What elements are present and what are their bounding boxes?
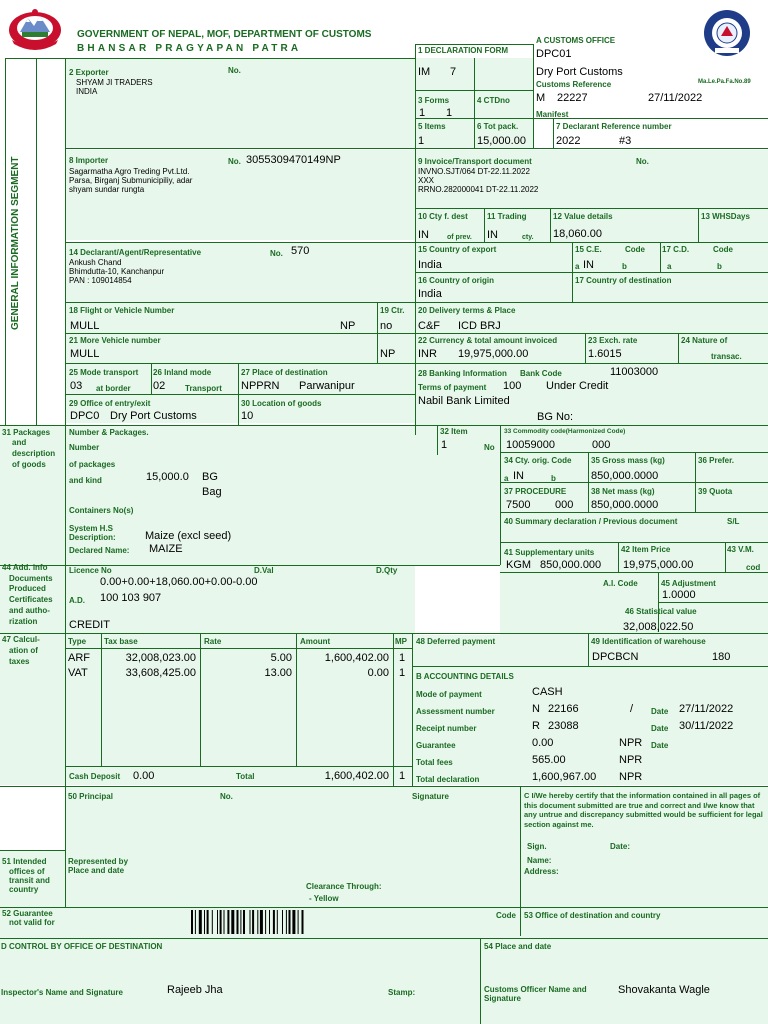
hs-l1: System H.S	[69, 524, 114, 533]
ce-code-label: Code	[625, 245, 645, 254]
commodity-v2: 000	[592, 439, 611, 451]
tax-header-mp: MP	[395, 637, 407, 646]
forms-v2: 1	[446, 107, 453, 119]
hs-desc: Maize (excl seed)	[145, 530, 232, 542]
adjust-label: 45 Adjustment	[661, 579, 716, 588]
fees-label: Total fees	[416, 758, 453, 767]
procedure-v1: 7500	[506, 499, 531, 511]
exporter-name: SHYAM JI TRADERS	[76, 78, 153, 87]
terms-code: 100	[503, 380, 522, 392]
box31-l2: and	[12, 438, 27, 447]
decl-form-v1: IM	[418, 66, 431, 78]
tax-rate: 5.00	[270, 652, 292, 664]
tax-type: VAT	[68, 667, 88, 679]
box31-l1: 31 Packages	[2, 428, 51, 437]
tax-header-type: Type	[68, 637, 87, 646]
code-label: Code	[496, 911, 516, 920]
item32-no: No	[484, 443, 495, 452]
ad-value: 100 103 907	[100, 592, 162, 604]
assess-no: 22166	[548, 703, 579, 715]
place-dest-label: 27 Place of destination	[241, 368, 328, 377]
exporter-label: 2 Exporter	[69, 68, 109, 77]
exporter-country: INDIA	[76, 87, 98, 96]
cd-a: a	[667, 262, 672, 271]
box51-l1: 51 Intended	[2, 857, 47, 866]
customs-ref-label: Customs Reference	[536, 80, 612, 89]
mode-payment: CASH	[532, 686, 563, 698]
packages-area	[65, 425, 500, 565]
packages-l4: and kind	[69, 476, 102, 485]
bank-name: Nabil Bank Limited	[418, 395, 510, 407]
declarant-no: 570	[291, 245, 310, 257]
procedure-v2: 000	[555, 499, 574, 511]
declarant-name: Ankush Chand	[69, 258, 122, 267]
value-details-label: 12 Value details	[553, 212, 613, 221]
cert-date-label: Date:	[610, 842, 631, 851]
bank-code: 11003000	[610, 366, 659, 378]
country-origin-value: India	[418, 288, 442, 300]
tax-base: 32,008,023.00	[125, 652, 196, 664]
commodity-label: 33 Commodity code(Harmonized Code)	[504, 428, 626, 435]
box44-l3: Produced	[9, 584, 46, 593]
office-entry-name: Dry Port Customs	[110, 410, 197, 422]
exch-value: 1.6015	[588, 348, 622, 360]
adjust-value: 1.0000	[662, 589, 696, 601]
represented-label: Represented by	[68, 857, 129, 866]
declarant-pan: PAN : 109014854	[69, 276, 132, 285]
ce-label: 15 C.E.	[575, 245, 602, 254]
customs-seal	[698, 8, 756, 58]
assess-date-label: Date	[651, 707, 669, 716]
customs-ref-date: 27/11/2022	[648, 92, 703, 104]
bottom-area	[0, 907, 768, 1024]
inspector-name: Rajeeb Jha	[167, 984, 223, 996]
nature-sub: transac.	[711, 352, 742, 361]
nature-label: 24 Nature of	[681, 336, 728, 345]
items-value: 1	[418, 135, 425, 147]
invoice-label: 9 Invoice/Transport document	[418, 157, 532, 166]
packages-unit: BG	[202, 471, 218, 483]
exch-label: 23 Exch. rate	[588, 336, 638, 345]
inland-mode-value: 02	[153, 380, 166, 392]
segment-label: GENERAL INFORMATION SEGMENT	[10, 156, 21, 330]
tax-header-rate: Rate	[204, 637, 222, 646]
importer-no: 3055309470149NP	[246, 154, 341, 166]
assess-slash: /	[630, 703, 634, 715]
cd-b: b	[717, 262, 722, 271]
certification-text: C I/We hereby certify that the information contained in all pages of this document submitted are true and correct and I/we know that any untrue and discrepancy submitted would be sufficient for legal section against me.	[524, 791, 763, 829]
ce-a: a	[575, 262, 580, 271]
page-subtitle: BHANSAR PRAGYAPAN PATRA	[77, 43, 302, 54]
commodity-v1: 10059000	[506, 439, 555, 451]
invoice-no-label: No.	[636, 157, 649, 166]
prefer-label: 36 Prefer.	[698, 456, 735, 465]
item32-label: 32 Item	[440, 427, 468, 436]
cd-code-label: Code	[713, 245, 733, 254]
country-export-label: 15 Country of export	[418, 245, 497, 254]
packages-l2: Number	[69, 443, 100, 452]
decl-form-v2: 7	[450, 66, 457, 78]
forms-label: 3 Forms	[418, 96, 450, 105]
trading-label: 11 Trading	[487, 212, 527, 221]
cty-dest-value: IN	[418, 229, 429, 241]
guarantee-label: Guarantee	[416, 741, 456, 750]
more-vehicle-value: MULL	[70, 348, 100, 360]
tax-base: 33,608,425.00	[125, 667, 196, 679]
packages-kind: Bag	[202, 486, 222, 498]
delivery-term: C&F	[418, 320, 440, 332]
box51-l2: offices of	[9, 867, 45, 876]
more-vehicle-ctr: NP	[380, 348, 396, 360]
inspector-label: Inspector's Name and Signature	[1, 988, 123, 997]
principal-label: 50 Principal	[68, 792, 113, 801]
containers-label: Containers No(s)	[69, 506, 134, 515]
currency-label: 22 Currency & total amount invoiced	[418, 336, 558, 345]
receipt-date-label: Date	[651, 724, 669, 733]
bank-code-label: Bank Code	[520, 369, 562, 378]
supp-value: 850,000.000	[540, 559, 602, 571]
packages-qty: 15,000.0	[146, 471, 189, 483]
warehouse-label: 49 Identification of warehouse	[591, 637, 706, 646]
box44-l5: and autho-	[9, 606, 50, 615]
place-dest-code: NPPRN	[241, 380, 280, 392]
customs-office-name: Dry Port Customs	[536, 66, 623, 78]
licence-label: Licence No	[69, 566, 112, 575]
ad-label: A.D.	[69, 596, 85, 605]
mode-transport-label: 25 Mode transport	[69, 368, 139, 377]
nepal-emblem	[6, 6, 64, 50]
terms-value: Under Credit	[546, 380, 609, 392]
dval-label: D.Val	[254, 566, 274, 575]
left-side-area	[0, 425, 65, 785]
officer-label-1: Customs Officer Name and	[484, 985, 587, 994]
country-dest-label: 17 Country of destination	[575, 276, 672, 285]
place-dest-name: Parwanipur	[299, 380, 355, 392]
decl-total-npr: NPR	[619, 771, 643, 783]
whs-days-label: 13 WHSDays	[701, 212, 750, 221]
tax-rate: 13.00	[264, 667, 292, 679]
customs-office-label: A CUSTOMS OFFICE	[536, 36, 616, 45]
gross-label: 35 Gross mass (kg)	[591, 456, 665, 465]
box47-l3: taxes	[9, 657, 30, 666]
principal-no-label: No.	[220, 792, 233, 801]
tax-amount: 1,600,402.00	[324, 652, 389, 664]
dqty-label: D.Qty	[376, 566, 398, 575]
box44-l4: Certificates	[9, 595, 53, 604]
summary-sl: S/L	[727, 517, 740, 526]
summary-label: 40 Summary declaration / Previous document	[504, 517, 678, 526]
declared-value: MAIZE	[149, 543, 183, 555]
cert-address-label: Address:	[524, 867, 559, 876]
trading-value: IN	[487, 229, 498, 241]
tot-pack-label: 6 Tot pack.	[477, 122, 519, 131]
importer-label: 8 Importer	[69, 156, 109, 165]
box31-l4: of goods	[12, 460, 46, 469]
value-details-value: 18,060.00	[553, 228, 602, 240]
ce-value: IN	[583, 259, 594, 271]
principal-sig-label: Signature	[412, 792, 449, 801]
declarant-no-label: No.	[270, 249, 283, 258]
importer-line2: Parsa, Birganj Submunicipiliy, adar	[69, 176, 193, 185]
box47-l1: 47 Calcul-	[2, 635, 40, 644]
officer-name: Shovakanta Wagle	[618, 984, 710, 996]
cash-deposit-label: Cash Deposit	[69, 772, 121, 781]
box44-l2: Documents	[9, 574, 53, 583]
officer-label-2: Signature	[484, 994, 521, 1003]
addinfo-sum: 0.00+0.00+18,060.00+0.00-0.00	[100, 576, 258, 588]
accounting-label: B ACCOUNTING DETAILS	[416, 672, 514, 681]
packages-l1: Number & Packages.	[69, 428, 149, 437]
control-label: D CONTROL BY OFFICE OF DESTINATION	[1, 942, 163, 951]
office-entry-label: 29 Office of entry/exit	[69, 399, 151, 408]
supp-label: 41 Supplementary units	[504, 548, 595, 557]
page-title: GOVERNMENT OF NEPAL, MOF, DEPARTMENT OF CUSTOMS	[77, 29, 372, 40]
mode-payment-label: Mode of payment	[416, 690, 482, 699]
invoice-line3: RRNO.282000041 DT-22.11.2022	[418, 185, 539, 194]
quota-label: 39 Quota	[698, 487, 733, 496]
tax-total-mp: 1	[399, 770, 406, 782]
trading-sub: cty.	[522, 234, 534, 241]
stat-value: 32,008,022.50	[623, 621, 694, 633]
declarant-ref-label: 7 Declarant Reference number	[556, 122, 672, 131]
receipt-date: 30/11/2022	[679, 720, 734, 732]
customs-office-code: DPC01	[536, 48, 572, 60]
delivery-label: 20 Delivery terms & Place	[418, 306, 516, 315]
inland-mode-sub: Transport	[185, 384, 222, 393]
procedure-label: 37 PROCEDURE	[504, 487, 567, 496]
gross-value: 850,000.0000	[591, 470, 659, 482]
tax-mp: 1	[399, 667, 406, 679]
supp-unit: KGM	[506, 559, 532, 571]
cert-name-label: Name:	[527, 856, 552, 865]
box44-l1: 44 Add. info	[2, 563, 48, 572]
form-ref: Ma.Le.Pa.Fa.No.89	[698, 79, 751, 85]
guarantee-npr: NPR	[619, 737, 643, 749]
customs-ref-no: 22227	[557, 92, 588, 104]
packages-l3: of packages	[69, 460, 116, 469]
currency-amount: 19,975,000.00	[458, 348, 529, 360]
tax-mp: 1	[399, 652, 406, 664]
place54-label: 54 Place and date	[484, 942, 552, 951]
tax-header-base: Tax base	[104, 637, 138, 646]
net-label: 38 Net mass (kg)	[591, 487, 655, 496]
cash-deposit-value: 0.00	[133, 770, 155, 782]
declarant-label: 14 Declarant/Agent/Representative	[69, 248, 202, 257]
place-date-label: Place and date	[68, 866, 125, 875]
tax-total-label: Total	[236, 772, 255, 781]
invoice-line2: XXX	[418, 176, 435, 185]
cty-orig-b: b	[551, 474, 556, 483]
cty-orig-value: IN	[513, 470, 524, 482]
barcode	[191, 910, 341, 934]
tot-pack-value: 15,000.00	[477, 135, 526, 147]
guarantee-value: 0.00	[532, 737, 554, 749]
customs-ref-prefix: M	[536, 92, 546, 104]
cty-dest-label: 10 Cty f. dest	[418, 212, 468, 221]
tax-header-amount: Amount	[300, 637, 331, 646]
warehouse-no: 180	[712, 651, 731, 663]
terms-label: Terms of payment	[418, 383, 487, 392]
manifest-label: Manifest	[536, 110, 569, 119]
office-dest-label: 53 Office of destination and country	[524, 911, 661, 920]
box31-l3: description	[12, 449, 56, 458]
assess-date: 27/11/2022	[679, 703, 734, 715]
vm-label: 43 V.M.	[727, 545, 754, 554]
box52-l1: 52 Guarantee	[2, 909, 53, 918]
cty-dest-sub: of prev.	[447, 234, 472, 241]
stat-value-label: 46 Statistical value	[625, 607, 697, 616]
cd-label: 17 C.D.	[662, 245, 690, 254]
ctdno-label: 4 CTDno	[477, 96, 510, 105]
declarant-ref-year: 2022	[556, 135, 581, 147]
country-export-value: India	[418, 259, 442, 271]
clearance-label: Clearance Through:	[306, 882, 382, 891]
receipt-label: Receipt number	[416, 724, 477, 733]
box47-l2: ation of	[9, 646, 38, 655]
tax-type: ARF	[68, 652, 90, 664]
item32-value: 1	[441, 439, 448, 451]
hs-l2: Description:	[69, 533, 116, 542]
ctr19-value: no	[380, 320, 393, 332]
invoice-line1: INVNO.SJT/064 DT-22.11.2022	[418, 167, 530, 176]
assess-prefix: N	[532, 703, 540, 715]
fees-value: 565.00	[532, 754, 566, 766]
net-value: 850,000.0000	[591, 499, 659, 511]
decl-total-value: 1,600,967.00	[532, 771, 597, 783]
box51-l4: country	[9, 885, 39, 894]
mode-transport-value: 03	[70, 380, 83, 392]
currency-cur: INR	[418, 348, 437, 360]
inland-mode-label: 26 Inland mode	[153, 368, 212, 377]
guarantee-date-label: Date	[651, 741, 669, 750]
assess-label: Assessment number	[416, 707, 495, 716]
receipt-prefix: R	[532, 720, 540, 732]
ce-b: b	[622, 262, 627, 271]
location-value: 10	[241, 410, 254, 422]
box51-l3: transit and	[9, 876, 50, 885]
declarant-addr: Bhimdutta-10, Kanchanpur	[69, 267, 165, 276]
item-price-value: 19,975,000.00	[623, 559, 694, 571]
cty-orig-label: 34 Cty. orig. Code	[504, 456, 572, 465]
declarant-ref-no: #3	[619, 135, 632, 147]
principal-area	[65, 787, 520, 907]
importer-line1: Sagarmatha Agro Treding Pvt.Ltd.	[69, 167, 190, 176]
delivery-place: ICD BRJ	[458, 320, 501, 332]
tax-amount: 0.00	[367, 667, 389, 679]
box52-l2: not valid for	[9, 918, 55, 927]
item-price-label: 42 Item Price	[621, 545, 671, 554]
declared-label: Declared Name:	[69, 546, 130, 555]
cty-orig-a: a	[504, 474, 509, 483]
bg-label: BG No:	[537, 411, 574, 423]
stamp-label: Stamp:	[388, 988, 416, 997]
warehouse-code: DPCBCN	[592, 651, 639, 663]
exporter-no-label: No.	[228, 66, 241, 75]
forms-v1: 1	[419, 107, 426, 119]
vm-sub: cod	[746, 563, 761, 572]
ctr19-label: 19 Ctr.	[380, 306, 405, 315]
deferred-label: 48 Deferred payment	[416, 637, 496, 646]
items-label: 5 Items	[418, 122, 446, 131]
clearance-value: - Yellow	[309, 894, 339, 903]
credit-value: CREDIT	[69, 619, 110, 631]
flight-value: MULL	[70, 320, 100, 332]
ai-code-label: A.I. Code	[603, 579, 638, 588]
flight-ctr: NP	[340, 320, 356, 332]
country-origin-label: 16 Country of origin	[418, 276, 494, 285]
box44-l6: rization	[9, 617, 38, 626]
receipt-no: 23088	[548, 720, 579, 732]
banking-label: 28 Banking Information	[418, 369, 507, 378]
fees-npr: NPR	[619, 754, 643, 766]
decl-total-label: Total declaration	[416, 775, 480, 784]
tax-total: 1,600,402.00	[324, 770, 389, 782]
sign-label: Sign.	[527, 842, 547, 851]
decl-form-label: 1 DECLARATION FORM	[418, 46, 509, 55]
importer-no-label: No.	[228, 157, 241, 166]
office-entry-code: DPC0	[70, 410, 100, 422]
location-label: 30 Location of goods	[241, 399, 322, 408]
more-vehicle-label: 21 More Vehicle number	[69, 336, 161, 345]
flight-label: 18 Flight or Vehicle Number	[69, 306, 175, 315]
importer-line3: shyam sundar rungta	[69, 185, 145, 194]
mode-transport-sub: at border	[96, 384, 131, 393]
